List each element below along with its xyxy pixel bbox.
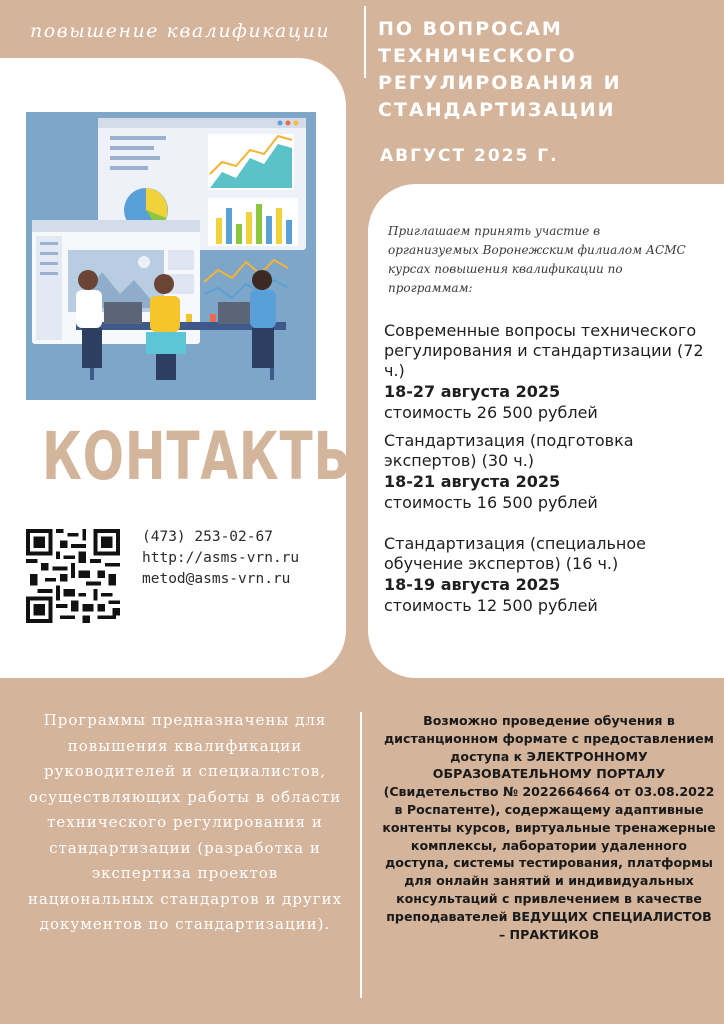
program-cost: стоимость 16 500 рублей [384, 493, 598, 512]
program-item [384, 431, 720, 513]
program-name: Стандартизация (специальное обучение экспертов) (16 ч.) [384, 534, 646, 573]
program-dates: 18-19 августа 2025 [384, 575, 561, 594]
invitation-text: Приглашаем принять участие в организуемых Воронежским филиалом АСМС курсах повышения квалификации по программам: [388, 224, 686, 295]
footer-divider [360, 712, 362, 998]
program-cost: стоимость 12 500 рублей [384, 596, 598, 615]
course-topic-title: ПО ВОПРОСАМ ТЕХНИЧЕСКОГО РЕГУЛИРОВАНИЯ И СТАНДАРТИЗАЦИИ [378, 18, 622, 121]
audience-description: Программы предназначены для повышения квалификации руководителей и специалистов, осуществляющих работы в области технического регулирования и стандартизации (разработка и экспертиза проектов национальных стандартов и других документов по стандартизации). [27, 711, 343, 933]
program-name: Современные вопросы технического регулирования и стандартизации (72 ч.) [384, 321, 704, 380]
contact-list [142, 527, 299, 590]
course-type-caption: повышение квалификации [30, 20, 331, 42]
header-divider [364, 6, 366, 78]
program-cost: стоимость 26 500 рублей [384, 403, 598, 422]
phone-number[interactable]: (473) 253-02-67 [142, 529, 273, 545]
program-item [384, 321, 720, 423]
distance-text-part1: Возможно проведение обучения в дистанционном формате с предоставлением доступа к [384, 713, 714, 764]
contacts-heading: КОНТАКТЫ [42, 418, 365, 495]
course-date: АВГУСТ 2025 Г. [380, 146, 559, 166]
office-illustration [26, 112, 316, 400]
program-dates: 18-21 августа 2025 [384, 472, 561, 491]
portal-name: ЭЛЕКТРОННОМУ ОБРАЗОВАТЕЛЬНОМУ ПОРТАЛУ [432, 748, 666, 782]
program-item [384, 534, 720, 616]
email-link[interactable]: metod@asms-vrn.ru [142, 571, 291, 587]
program-dates: 18-27 августа 2025 [384, 382, 561, 401]
website-link[interactable]: http://asms-vrn.ru [142, 550, 300, 566]
distance-text-part2: (Свидетельство № 2022664664 от 03.08.2022 в Роспатенте), содержащему адаптивные контенты курсов, виртуальные тренажерные комплексы, лаборатории удаленного доступа, системы тестирования, платформы для онлайн занятий и индивидуальных консультаций с привлечением в качестве преподавателей [382, 784, 716, 924]
distance-learning-note [382, 712, 716, 943]
experts-phrase: ВЕДУЩИХ СПЕЦИАЛИСТОВ – ПРАКТИКОВ [498, 908, 712, 942]
program-name: Стандартизация (подготовка экспертов) (30 ч.) [384, 431, 634, 470]
qr-code-icon[interactable] [26, 529, 120, 623]
